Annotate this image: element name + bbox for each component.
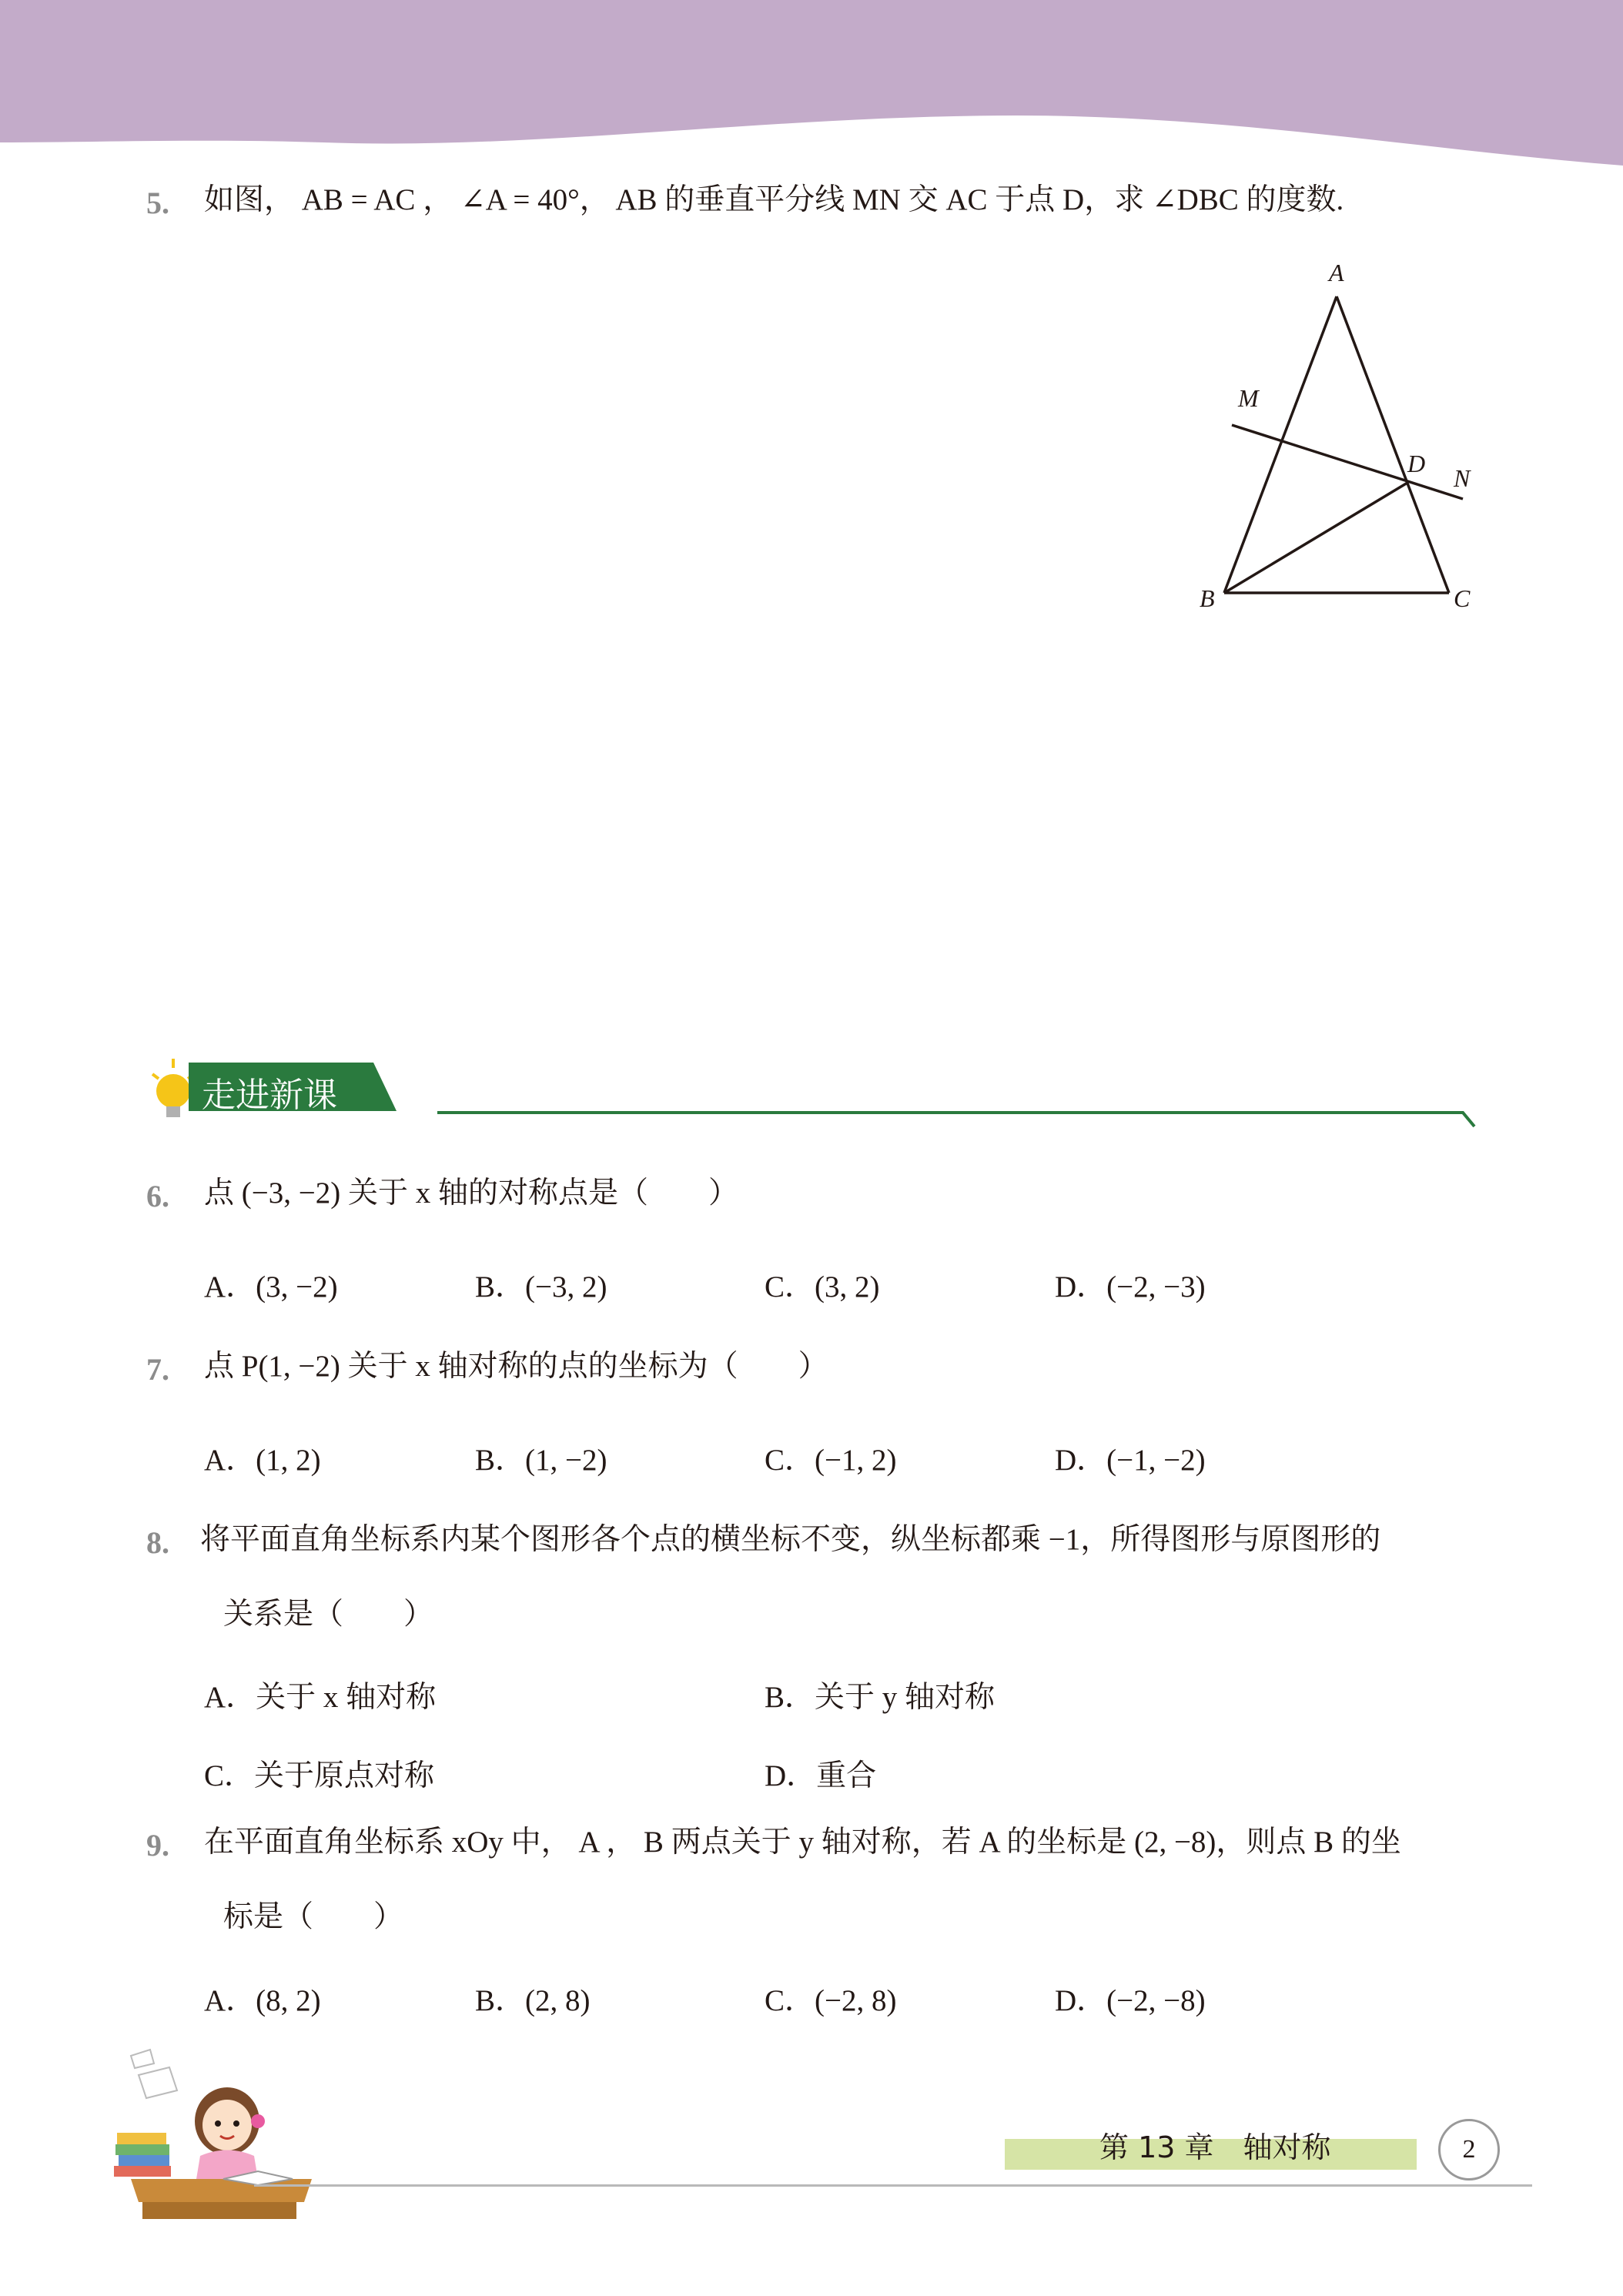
question-6-option-c[interactable]: C．(3, 2): [765, 1270, 880, 1304]
segment-bd: [1224, 483, 1407, 593]
question-9-option-a[interactable]: A．(8, 2): [204, 1984, 321, 2017]
question-5-text: 如图， AB = AC ， ∠A = 40°， AB 的垂直平分线 MN 交 AC 于点 D，求 ∠DBC 的度数.: [204, 183, 1344, 216]
question-8-number: 8.: [146, 1525, 169, 1560]
question-8-option-a[interactable]: A．关于 x 轴对称: [204, 1681, 437, 1714]
page-number-badge: [1438, 2119, 1500, 2181]
question-7-number: 7.: [146, 1352, 169, 1387]
question-5-number: 5.: [146, 186, 169, 220]
question-8-option-b[interactable]: B．关于 y 轴对称: [765, 1681, 996, 1714]
question-9-number: 9.: [146, 1828, 169, 1863]
question-8-text-line-1: 将平面直角坐标系内某个图形各个点的横坐标不变，纵坐标都乘 −1，所得图形与原图形的: [200, 1523, 1381, 1556]
lightbulb-icon: [152, 1059, 194, 1117]
question-7-option-a[interactable]: A．(1, 2): [204, 1444, 321, 1477]
question-9-option-d[interactable]: D．(−2, −8): [1055, 1984, 1206, 2017]
question-7-option-b[interactable]: B．(1, −2): [475, 1444, 607, 1477]
side-ab: [1224, 296, 1337, 593]
side-ac: [1337, 296, 1449, 593]
question-9-option-b[interactable]: B．(2, 8): [475, 1984, 591, 2017]
section-title: 走进新课: [202, 1076, 337, 1115]
section-header-graphic: [146, 1051, 1478, 1136]
question-9-text-line-2: 标是（ ）: [223, 1900, 404, 1933]
question-6-number: 6.: [146, 1179, 169, 1213]
label-n: N: [1454, 464, 1471, 492]
label-b: B: [1200, 584, 1215, 612]
page-number: 2: [1462, 2135, 1476, 2164]
question-9-text-line-1: 在平面直角坐标系 xOy 中， A ， B 两点关于 y 轴对称，若 A 的坐标是 (2, −8)，则点 B 的坐: [204, 1826, 1401, 1859]
question-6-option-b[interactable]: B．(−3, 2): [475, 1270, 607, 1304]
question-8-text-line-2: 关系是（ ）: [223, 1598, 434, 1631]
label-d: D: [1407, 450, 1426, 477]
question-6-option-d[interactable]: D．(−2, −3): [1055, 1270, 1206, 1304]
question-6-text: 点 (−3, −2) 关于 x 轴的对称点是（ ）: [204, 1176, 738, 1210]
label-c: C: [1454, 584, 1471, 612]
label-a: A: [1329, 259, 1344, 286]
student-reading-illustration: [108, 2048, 323, 2225]
question-7-text: 点 P(1, −2) 关于 x 轴对称的点的坐标为（ ）: [204, 1350, 828, 1383]
question-8-option-c[interactable]: C．关于原点对称: [204, 1759, 435, 1792]
line-mn: [1232, 425, 1463, 499]
question-7-option-d[interactable]: D．(−1, −2): [1055, 1444, 1206, 1477]
label-m: M: [1238, 384, 1259, 412]
footer-rule: [254, 2184, 1532, 2187]
header-wave-band: [0, 0, 1623, 177]
triangle-figure: [1186, 254, 1494, 624]
question-8-option-d[interactable]: D．重合: [765, 1759, 877, 1792]
footer-chapter-title: 第 13 章 轴对称: [1099, 2130, 1331, 2164]
question-6-option-a[interactable]: A．(3, −2): [204, 1270, 338, 1304]
question-9-option-c[interactable]: C．(−2, 8): [765, 1984, 897, 2017]
question-7-option-c[interactable]: C．(−1, 2): [765, 1444, 897, 1477]
